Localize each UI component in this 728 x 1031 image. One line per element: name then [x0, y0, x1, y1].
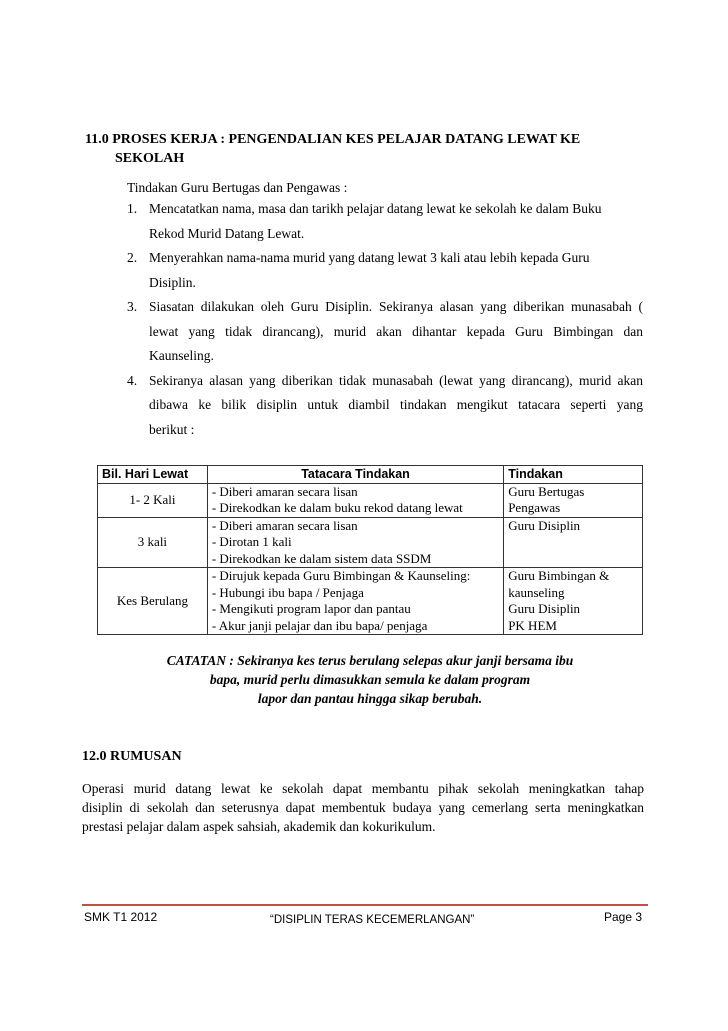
procedure-table	[97, 465, 643, 635]
cell-tindakan	[504, 517, 643, 568]
step-line: Sekiranya alasan yang diberikan tidak munasabah (lewat yang dirancang), murid akan	[149, 372, 643, 388]
section-11-title-line2: SEKOLAH	[115, 151, 185, 166]
tatacara-line: - Diberi amaran secara lisan	[211, 483, 358, 499]
tindakan-line: PK HEM	[508, 617, 557, 633]
footer-center: “DISIPLIN TERAS KECEMERLANGAN”	[270, 914, 475, 926]
step-item	[127, 246, 643, 295]
step-line: Siasatan dilakukan oleh Guru Disiplin. Sekiranya alasan yang diberikan munasabah (	[149, 299, 643, 314]
table-row	[98, 517, 643, 568]
tatacara-line: - Dirujuk kepada Guru Bimbingan & Kaunseling:	[211, 568, 471, 583]
footer-rule	[82, 904, 648, 906]
note-line: CATATAN : Sekiranya kes terus berulang selepas akur janji bersama ibu	[166, 653, 574, 668]
step-line: lewat yang tidak dirancang), murid akan dihantar kepada Guru Bimbingan dan	[149, 323, 643, 339]
section-11-intro: Tindakan Guru Bertugas dan Pengawas :	[127, 180, 348, 195]
tindakan-line: Guru Disiplin	[508, 517, 581, 533]
section-12-paragraph	[82, 779, 644, 836]
step-item	[127, 197, 643, 246]
cell-tatacara	[207, 568, 503, 635]
cell-tindakan	[504, 568, 643, 635]
paragraph-line: Operasi murid datang lewat ke sekolah dapat membantu pihak sekolah meningkatkan tahap	[82, 781, 644, 796]
header-bil-hari-lewat: Bil. Hari Lewat	[98, 466, 208, 484]
tatacara-line: - Direkodkan ke dalam sistem data SSDM	[211, 550, 432, 566]
header-tatacara-tindakan: Tatacara Tindakan	[207, 466, 503, 484]
tindakan-line: Pengawas	[508, 500, 561, 515]
tatacara-line: - Hubungi ibu bapa / Penjaga	[211, 584, 364, 600]
step-number: 3.	[127, 299, 138, 314]
tatacara-line: - Dirotan 1 kali	[211, 534, 292, 549]
step-line: Kaunseling.	[149, 348, 214, 363]
header-tindakan: Tindakan	[504, 466, 643, 484]
table-row	[98, 568, 643, 635]
table-header-row	[98, 466, 643, 484]
step-line: Mencatatkan nama, masa dan tarikh pelajar datang lewat ke sekolah ke dalam Buku	[149, 201, 602, 216]
table-row	[98, 483, 643, 517]
section-12-title: 12.0 RUMUSAN	[82, 749, 182, 764]
paragraph-line: prestasi pelajar dalam aspek sahsiah, akademik dan kokurikulum.	[82, 819, 436, 834]
step-line: berikut :	[149, 421, 195, 437]
note-line: lapor dan pantau hingga sikap berubah.	[257, 691, 483, 706]
footer-page-number: Page 3	[604, 910, 643, 924]
footer-left: SMK T1 2012	[84, 910, 158, 924]
tindakan-line: kaunseling	[508, 584, 565, 600]
step-line: Disiplin.	[149, 274, 196, 290]
tatacara-line: - Mengikuti program lapor dan pantau	[211, 601, 411, 616]
tatacara-line: - Direkodkan ke dalam buku rekod datang lewat	[211, 500, 463, 515]
step-number: 2.	[127, 250, 138, 265]
cell-tindakan	[504, 483, 643, 517]
cell-hari: 3 kali	[98, 517, 208, 568]
step-number: 4.	[127, 372, 138, 388]
tindakan-line: Guru Bertugas	[508, 483, 585, 499]
step-item	[127, 369, 643, 443]
step-line: Rekod Murid Datang Lewat.	[149, 225, 305, 241]
cell-hari: 1- 2 Kali	[98, 483, 208, 517]
tindakan-line: Guru Disiplin	[508, 601, 581, 616]
cell-tatacara	[207, 483, 503, 517]
paragraph-line: disiplin di sekolah dan seterusnya dapat membentuk budaya yang cemerlang serta meningkatkan	[82, 800, 644, 815]
catatan-note	[100, 651, 640, 708]
cell-tatacara	[207, 517, 503, 568]
section-11-title	[85, 130, 580, 168]
step-line: dibawa ke bilik disiplin untuk diambil tindakan mengikut tatacara seperti yang	[149, 397, 643, 412]
step-item	[127, 295, 643, 369]
tatacara-line: - Akur janji pelajar dan ibu bapa/ penjaga	[211, 617, 428, 633]
note-line: bapa, murid perlu dimasukkan semula ke dalam program	[209, 672, 531, 687]
cell-hari: Kes Berulang	[98, 568, 208, 635]
tatacara-line: - Diberi amaran secara lisan	[211, 517, 358, 533]
section-11-title-line1: 11.0 PROSES KERJA : PENGENDALIAN KES PELAJAR DATANG LEWAT KE	[85, 132, 581, 147]
step-number: 1.	[127, 201, 138, 216]
steps-list	[127, 197, 643, 442]
step-line: Menyerahkan nama-nama murid yang datang lewat 3 kali atau lebih kepada Guru	[149, 250, 590, 265]
tindakan-line: Guru Bimbingan &	[508, 568, 610, 583]
